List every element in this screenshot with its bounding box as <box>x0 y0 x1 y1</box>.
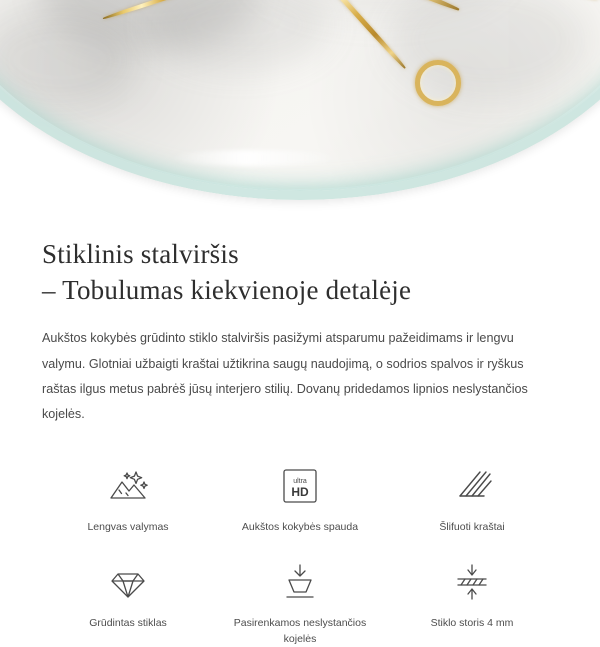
glass-tabletop-graphic <box>0 0 600 200</box>
headline-line-1: Stiklinis stalviršis <box>42 239 239 269</box>
glass-edge-rim <box>0 0 600 200</box>
feature-item-easy-cleaning <box>42 461 214 535</box>
page-title <box>42 237 558 308</box>
badge-top-text: ultra <box>293 478 307 486</box>
feature-label: Aukštos kokybės spauda <box>241 521 359 534</box>
feature-item-anti-slip-feet <box>214 557 386 646</box>
feature-grid <box>42 461 558 647</box>
glass-edge-highlight <box>170 150 340 166</box>
feature-label: Šlifuoti kraštai <box>439 521 505 534</box>
sparkle-cleaning-icon <box>101 461 155 511</box>
feature-item-hd-print <box>214 461 386 535</box>
hero-image <box>0 0 600 215</box>
feature-label: Stiklo storis 4 mm <box>430 617 514 630</box>
badge-bottom-text: HD <box>291 485 309 500</box>
feature-item-polished-edges <box>386 461 558 535</box>
feature-item-thickness <box>386 557 558 646</box>
headline-line-2: – Tobulumas kiekvienoje detalėje <box>42 274 412 305</box>
content-area <box>0 237 600 647</box>
feature-label: Grūdintas stiklas <box>89 617 167 630</box>
feature-label: Pasirenkamos neslystančios kojelės <box>233 617 367 645</box>
polished-edges-icon <box>445 461 499 511</box>
ultra-hd-print-icon <box>273 461 327 511</box>
feature-item-tempered-glass <box>42 557 214 646</box>
feature-label: Lengvas valymas <box>87 521 169 534</box>
description-paragraph: Aukštos kokybės grūdinto stiklo stalviršis pasižymi atsparumu pažeidimams ir lengvu valymu. Glotniai užbaigti kraštai užtikrina saugų naudojimą, o sodrios spalvos ir ryškus raštas ilgus metus pabrėš jūsų interjero stilių. Dovanų pridedamos lipnios neslystančios kojelės. <box>42 331 528 421</box>
